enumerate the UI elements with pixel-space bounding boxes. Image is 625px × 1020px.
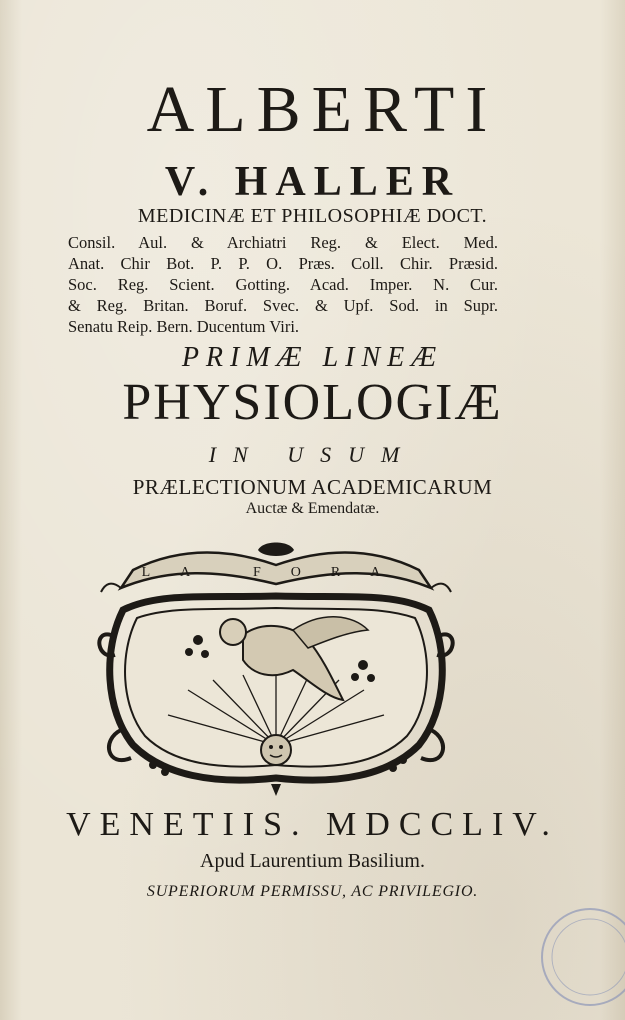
in-usum: IN USUM [208,442,417,467]
author-credentials [68,232,498,337]
publisher: Apud Laurentium Basilium. [200,850,425,872]
credential-line: Senatu Reip. Bern. Ducentum Viri. [68,317,300,336]
credential-line: Consil. Aul. & Archiatri Reg. & Elect. Med. [68,233,498,252]
author-first-name: ALBERTI [146,73,499,146]
author-degree: MEDICINÆ ET PHILOSOPHIÆ DOCT. [137,205,488,227]
printers-device-ornament [93,540,459,802]
permission-line: SUPERIORUM PERMISSU, AC PRIVILEGIO. [146,883,479,900]
author-last-name: V. HALLER [164,159,461,205]
purpose-line: PRÆLECTIONUM ACADEMICARUM [132,475,493,499]
library-stamp [535,902,625,1012]
edition-note: Auctæ & Emendatæ. [245,500,380,517]
title-line-physiologiae: PHYSIOLOGIÆ [122,374,503,431]
imprint-place-date: VENETIIS. MDCCLIV. [66,806,559,843]
title-line-primae: PRIMÆ LINEÆ [181,342,444,373]
credential-line: & Reg. Britan. Boruf. Svec. & Upf. Sod. in Supr. [68,296,498,315]
credential-line: Anat. Chir Bot. P. P. O. Præs. Coll. Chir. Præsid. [68,254,498,273]
credential-line: Soc. Reg. Scient. Gotting. Acad. Imper. N. Cur. [68,275,498,294]
device-motto: LA FORA [141,565,411,580]
